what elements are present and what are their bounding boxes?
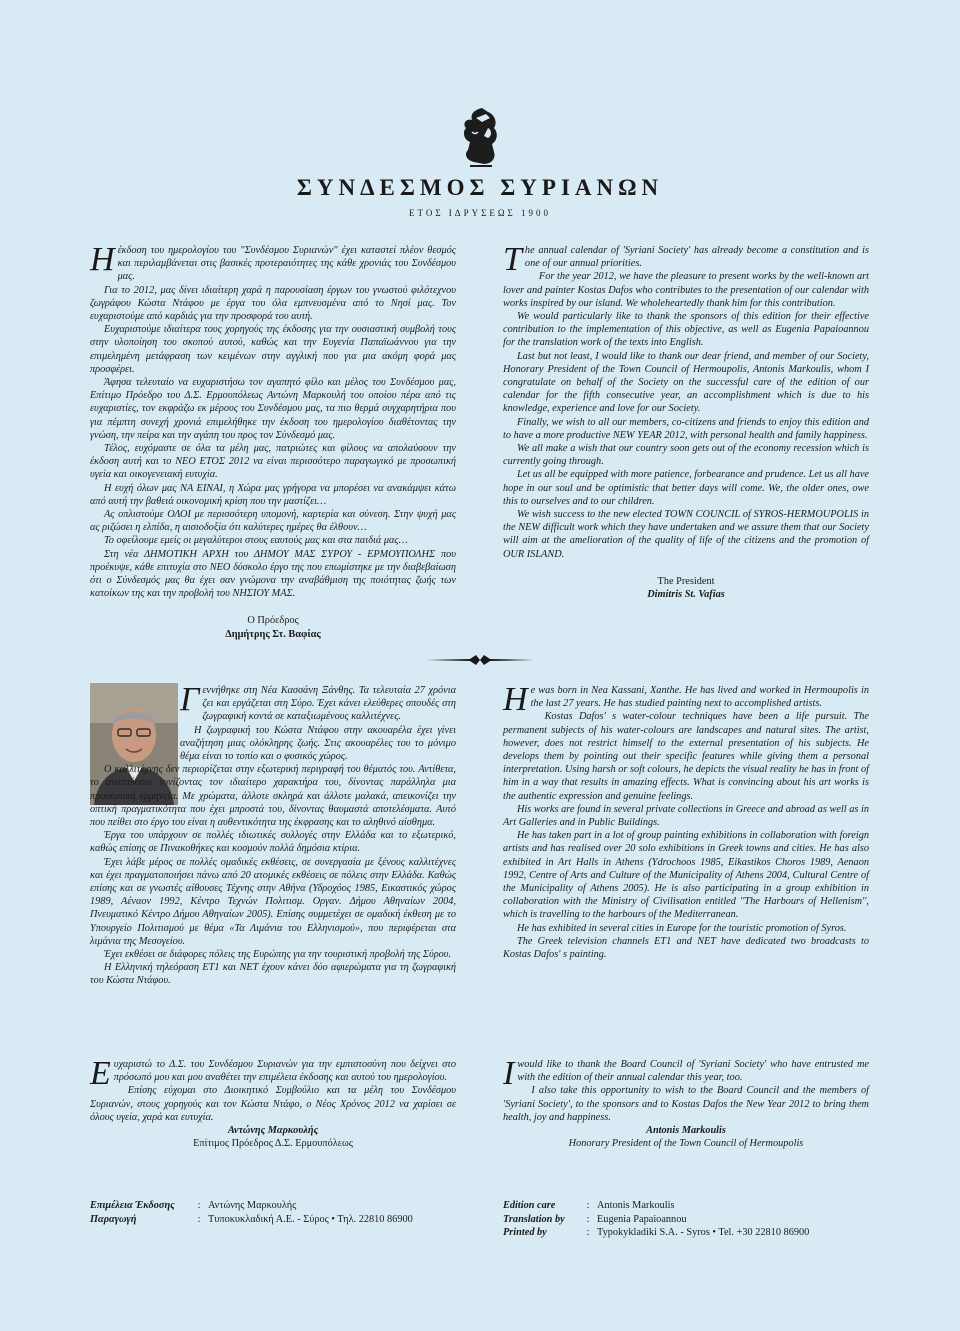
signature: [90, 1124, 456, 1150]
paragraph: Η ζωγραφική του Κώστα Ντάφου στην ακουαρέλα έχει γίνει αναζήτηση μιας ολόκληρης ζωής. Στις ακουαρέλες του το μόνιμο θέμα είναι το τοπίο και ο φυσικός χώρος.: [180, 724, 456, 763]
paragraph: For the year 2012, we have the pleasure to present works by the well-known art lover and painter Kostas Dafos who contributes to the presentation of our calendar with works inspired by our island. We wholeheartedly thank him for this contribution.: [503, 271, 869, 309]
signature-title: Επίτιμος Πρόεδρος Δ.Σ. Ερμουπόλεως: [193, 1138, 353, 1150]
greek-intro: [90, 241, 456, 641]
paragraph: Έχει εκθέσει σε διάφορες πόλεις της Ευρώπης για την τουριστική προβολή της Σύρου.: [104, 949, 452, 961]
signature: [90, 614, 456, 640]
credit-key: Printed by: [503, 1227, 547, 1238]
paragraph: Άφησα τελευταίο να ευχαριστήσω τον αγαπητό φίλο και μέλος του Συνδέσμου μας, Επίτιμο Πρόεδρο του Δ.Σ. Ερμουπόλεως Αντώνη Μαρκουλή του οποίου πέρα από τις ευχαριστίες, τον εκφράζω εκ μέρους του Συνδέσμου μας, τα πιο θερμά συγχαρητήρια που για πέμπτη συνεχή χρονιά επιμελήθηκε την έκδοση του ημερολογίου διαθέτοντας την γνώση, την πείρα και την αγάπη του προς τον Σύνδεσμό μας.: [90, 377, 456, 441]
paragraph: We all make a wish that our country soon gets out of the economy recession which is currently going through.: [503, 443, 869, 468]
paragraph: We wish success to the new elected TOWN COUNCIL of SYROS-HERMOUPOLIS in the NEW difficult work which they have undertaken and we assure them that our Society will aim at the amelioration of the quality of life of the citizens and the promotion of OUR ISLAND.: [503, 509, 869, 560]
paragraph: The Greek television channels ET1 and NET have dedicated two broadcasts to Kostas Dafos' s painting.: [503, 935, 869, 961]
english-intro: [503, 241, 869, 601]
credit-colon: :: [586, 1227, 590, 1238]
paragraph: he annual calendar of 'Syriani Society' has already become a constitution and is one of our annual priorities.: [524, 245, 869, 270]
signature-name: Αντώνης Μαρκουλής: [227, 1125, 319, 1137]
credit-colon: :: [197, 1213, 201, 1225]
credit-value: Eugenia Papaioannou: [597, 1213, 687, 1225]
signature-title: Honorary President of the Town Council of Hermoupolis: [568, 1138, 804, 1150]
paragraph: Last but not least, I would like to thank our dear friend, and member of our Society, Honorary President of the Town Council of Hermoupolis, Antonis Markoulis, whom I congratulate on behalf of the Society on the successful care of the edition of our calendar for the fifth consecutive year, an accomplishment which is due to his knowledge, experience and love for our Society.: [503, 350, 869, 415]
founded-year: ΕΤΟΣ ΙΔΡΥΣΕΩΣ 1900: [408, 208, 552, 218]
signature: [503, 575, 869, 601]
paragraph: Επίσης εύχομαι στο Διοικητικό Συμβούλιο και τα μέλη του Συνδέσμου Συριανών, στους χορηγούς και τον Κώστα Ντάφο, ο Νέος Χρόνος 2012 να χαρίσει σε όλους υγεία, χαρά και ευτυχία.: [90, 1085, 456, 1123]
credit-value: Antonis Markoulis: [597, 1200, 675, 1211]
credit-key: Edition care: [503, 1200, 556, 1211]
paragraph: Η Ελληνική τηλεόραση ΕΤ1 και ΝΕΤ έχουν κάνει δύο αφιερώματα για τη ζωγραφική του Κώστα Ντάφου.: [90, 962, 456, 987]
paragraph: I also take this opportunity to wish to the Board Council and the members of 'Syriani Society', to the sponsors and to Kostas Dafos the New Year 2012 to bring them health, joy and happiness.: [503, 1085, 869, 1123]
paragraph: Έργα του υπάρχουν σε πολλές ιδιωτικές συλλογές στην Ελλάδα και το εξωτερικό, καθώς επίσης σε Πινακοθήκες και κοσμούν πολλά δημόσια κτίρια.: [90, 830, 456, 855]
credit-value: Typokykladiki S.A. - Syros • Tel. +30 22810 86900: [597, 1227, 810, 1238]
drop-cap: Η: [90, 241, 115, 278]
paragraph: We would particularly like to thank the sponsors of this edition for their effective contribution to the implementation of this objective, as well as Eugenia Papaioannou for the translation work of the texts into English.: [503, 311, 869, 349]
credit-row: [503, 1213, 883, 1227]
org-name: ΣΥΝΔΕΣΜΟΣ ΣΥΡΙΑΝΩΝ: [296, 175, 664, 200]
credit-row: [90, 1199, 470, 1213]
paragraph: Έχει λάβε μέρος σε πολλές ομαδικές εκθέσεις, σε συνεργασία με ξένους καλλιτέχνες και έχει πραγματοποιήσει πάνω από 20 ατομικές εκθέσεις σε πόλεις στην Ελλάδα. Καθώς επίσης και σε γνωστές αίθουσες Τέχνης στην Αθήνα (Υδροχόος 1985, Εικαστικός χώρος 1989, Αέναον 1992, Κέντρο Τεχνών Πολιτισμ. Οργαν. Δήμου Αθηναίων 2004, Πνευματικό Κέντρο Δήμου Αθηναίων 2005). Επίσης συμμετέχει σε ομαδική έκθεση με το Υπουργείο Πολιτισμού με θέμα «Τα Λιμάνια του Ελληνισμού», που περιφέρεται στα λιμάνια της Μεσογείου.: [90, 856, 456, 947]
paragraph: Το οφείλουμε εμείς οι μεγαλύτεροι στους εαυτούς μας και στα παιδιά μας…: [104, 535, 408, 547]
credit-row: [90, 1213, 470, 1227]
drop-cap: H: [503, 681, 528, 718]
paragraph: Kostas Dafos' s water-colour techniques have been a life pursuit. The permanent subjects of his water-colours are landscapes and natural sites. The artist, however, does not restrict himself to the external presentation of his subjects. He develops them by pointing out their specific features while giving them a personal interpretation. Using harsh or soft colours, he depicts the visual reality he has in front of him in a way that results in amazing effects. What is convincing about his art works is the authentic expression and genuine feelings.: [503, 711, 869, 802]
ornament-divider-icon: [426, 652, 534, 668]
credit-colon: :: [586, 1200, 590, 1211]
english-thanks: [503, 1055, 869, 1150]
credit-row: [503, 1199, 883, 1213]
hermes-head-logo: [452, 104, 508, 170]
credit-colon: :: [586, 1213, 590, 1225]
signature-name: Antonis Markoulis: [646, 1125, 726, 1137]
credit-key: Translation by: [503, 1213, 565, 1225]
credits-greek: [90, 1199, 470, 1226]
credit-colon: :: [197, 1200, 201, 1211]
greek-thanks: [90, 1055, 456, 1150]
credit-value: Τυποκυκλαδική Α.Ε. - Σύρος • Τηλ. 22810 86900: [208, 1213, 413, 1225]
paragraph: Let us all be equipped with more patience, forbearance and prudence. Let us all have hope in our soul and be optimistic that better days will come. We, the older ones, owe this to ourselves and to our children.: [503, 469, 869, 507]
drop-cap: Ε: [90, 1055, 111, 1092]
credit-key: Επιμέλεια Έκδοσης: [90, 1200, 175, 1211]
paragraph: υχαριστώ το Δ.Σ. του Συνδέσμου Συριανών για την εμπιστοσύνη που δείχνει στο πρόσωπό μου και μου αναθέτει την επιμέλεια έκδοσης και αυτού του ημερολογίου.: [113, 1059, 456, 1084]
signature-name: Δημήτρης Στ. Βαφίας: [225, 628, 321, 640]
paragraph: Στη νέα ΔΗΜΟΤΙΚΗ ΑΡΧΗ του ΔΗΜΟΥ ΜΑΣ ΣΥΡΟΥ - ΕΡΜΟΥΠΟΛΗΣ που προέκυψε, κάθε επιτυχία στο ΝΕΟ δύσκολο έργο της που επωμίστηκε με την διαβεβαίωση ότι ο Σύνδεσμός μας θα έχει σαν γνώμονα την αναβάθμιση της ποιότητας ζωής των κατοίκων της και την προβολή του ΝΗΣΙΟΥ ΜΑΣ.: [90, 548, 456, 600]
paragraph: Για το 2012, μας δίνει ιδιαίτερη χαρά η παρουσίαση έργων του γνωστού φιλότεχνου ζωγράφου Κώστα Ντάφου με έργα του όλα εμπνευσμένα από το Νησί μας. Τον ευχαριστούμε από καρδιάς για την προσφορά του αυτή.: [90, 284, 456, 323]
greek-bio: [90, 681, 456, 988]
paragraph: έκδοση του ημερολογίου του "Συνδέσμου Συριανών" έχει καταστεί πλέον θεσμός και περιλαμβάνεται στις βασικές προτεραιότητες της κάθε χρονιάς του Συνδέσμου μας.: [117, 245, 456, 283]
paragraph: would like to thank the Board Council of 'Syriani Society' who have entrusted me with the edition of their annual calendar this year, too.: [517, 1059, 869, 1084]
signature-title: Ο Πρόεδρος: [247, 615, 299, 627]
paragraph: Τέλος, ευχόμαστε σε όλα τα μέλη μας, πατριώτες και φίλους να απολαύσουν την έκδοση αυτή και το ΝΕΟ ΕΤΟΣ 2012 να είναι περισσότερο παραγωγικό με προσωπική υγεία και οικογενειακή ευτυχία.: [90, 443, 456, 481]
paragraph: e was born in Nea Kassani, Xanthe. He has lived and worked in Hermoupolis in the last 27 years. He has studied painting next to accomplished artists.: [530, 685, 869, 710]
drop-cap: I: [503, 1055, 515, 1092]
credit-value: Αντώνης Μαρκουλής: [208, 1200, 297, 1211]
paragraph: Ας οπλιστούμε ΟΛΟΙ με περισσότερη υπομονή, καρτερία και σύνεση. Στην ψυχή μας ας ριζώσει η ελπίδα, η αισιοδοξία ότι καλύτερες ημέρες θα έλθουν…: [90, 509, 456, 534]
paragraph: He has taken part in a lot of group painting exhibitions in collaboration with foreign artists and has realised over 20 solo exhibitions in Greek towns and cities. He has also exhibited in Art Halls in Athens (Ydrochoos 1985, Eikastikos Choros 1989, Aenaon 1992, Centre of Arts and Culture of the Municipality of Athens 2004, Cultural Centre of the Municipality of Athens 2005). He is also participating in a group exhibition in collaboration with the Ministry of Civilisation entitled ''The Harbours of Hellenism'', which is travelling to the harbours of the Mediterranean.: [503, 830, 869, 921]
credits-english: [503, 1199, 883, 1240]
english-bio: [503, 681, 869, 961]
credit-key: Παραγωγή: [90, 1213, 137, 1225]
paragraph: εννήθηκε στη Νέα Κασσάνη Ξάνθης. Τα τελευταία 27 χρόνια ζει και εργάζεται στη Σύρο. Έχει κάνει ελεύθερες σπουδές στη ζωγραφική κοντά σε καταξιωμένους καλλιτέχνες.: [202, 685, 456, 723]
signature-title: The President: [657, 575, 715, 587]
drop-cap: Γ: [180, 681, 200, 718]
paragraph: Ο καλλιτέχνης δεν περιορίζεται στην εξωτερική περιγραφή του θέματός του. Αντίθετα, το αναπτύσσει τονίζοντας τον ιδιαίτερο χαρακτήρα του, δίνοντας παράλληλα μια προσωπική ερμηνεία. Με χρώματα, άλλοτε σκληρά και άλλοτε μαλακά, απεικονίζει την οπτική πραγματικότητα που έχει μπροστά του, δίνοντας θαυμαστά αποτελέσματα. Αυτό που πείθει στο έργο του είναι η αυθεντικότητα της έκφρασης και το αληθινό αίσθημα.: [90, 764, 456, 829]
paragraph: Finally, we wish to all our members, co-citizens and friends to enjoy this edition and to have a more productive NEW YEAR 2012, with personal health and family happiness.: [503, 416, 869, 441]
drop-cap: T: [503, 241, 522, 278]
signature-name: Dimitris St. Vafias: [647, 589, 725, 601]
paragraph: Η ευχή όλων μας ΝΑ ΕΙΝΑΙ, η Χώρα μας γρήγορα να μπορέσει να ανακάμψει κάτω από αυτή την βαθειά οικονομική κρίση που την μαστίζει…: [90, 482, 456, 507]
paragraph: He has exhibited in several cities in Europe for the touristic promotion of Syros.: [517, 922, 847, 934]
paragraph: Ευχαριστούμε ιδιαίτερα τους χορηγούς της έκδοσης για την ουσιαστική συμβολή τους στην υλοποίηση του σκοπού αυτού, καθώς και την Ευγενία Παπαϊωάννου για την επιμελημένη μετάφραση των κειμένων στην αγγλική που για μια ακόμη φορά μας προσφέρει.: [90, 324, 456, 375]
signature: [503, 1124, 869, 1150]
credit-row: [503, 1226, 883, 1240]
paragraph: His works are found in several private collections in Greece and abroad as well as in Art Galleries and in Public Buildings.: [503, 803, 869, 829]
